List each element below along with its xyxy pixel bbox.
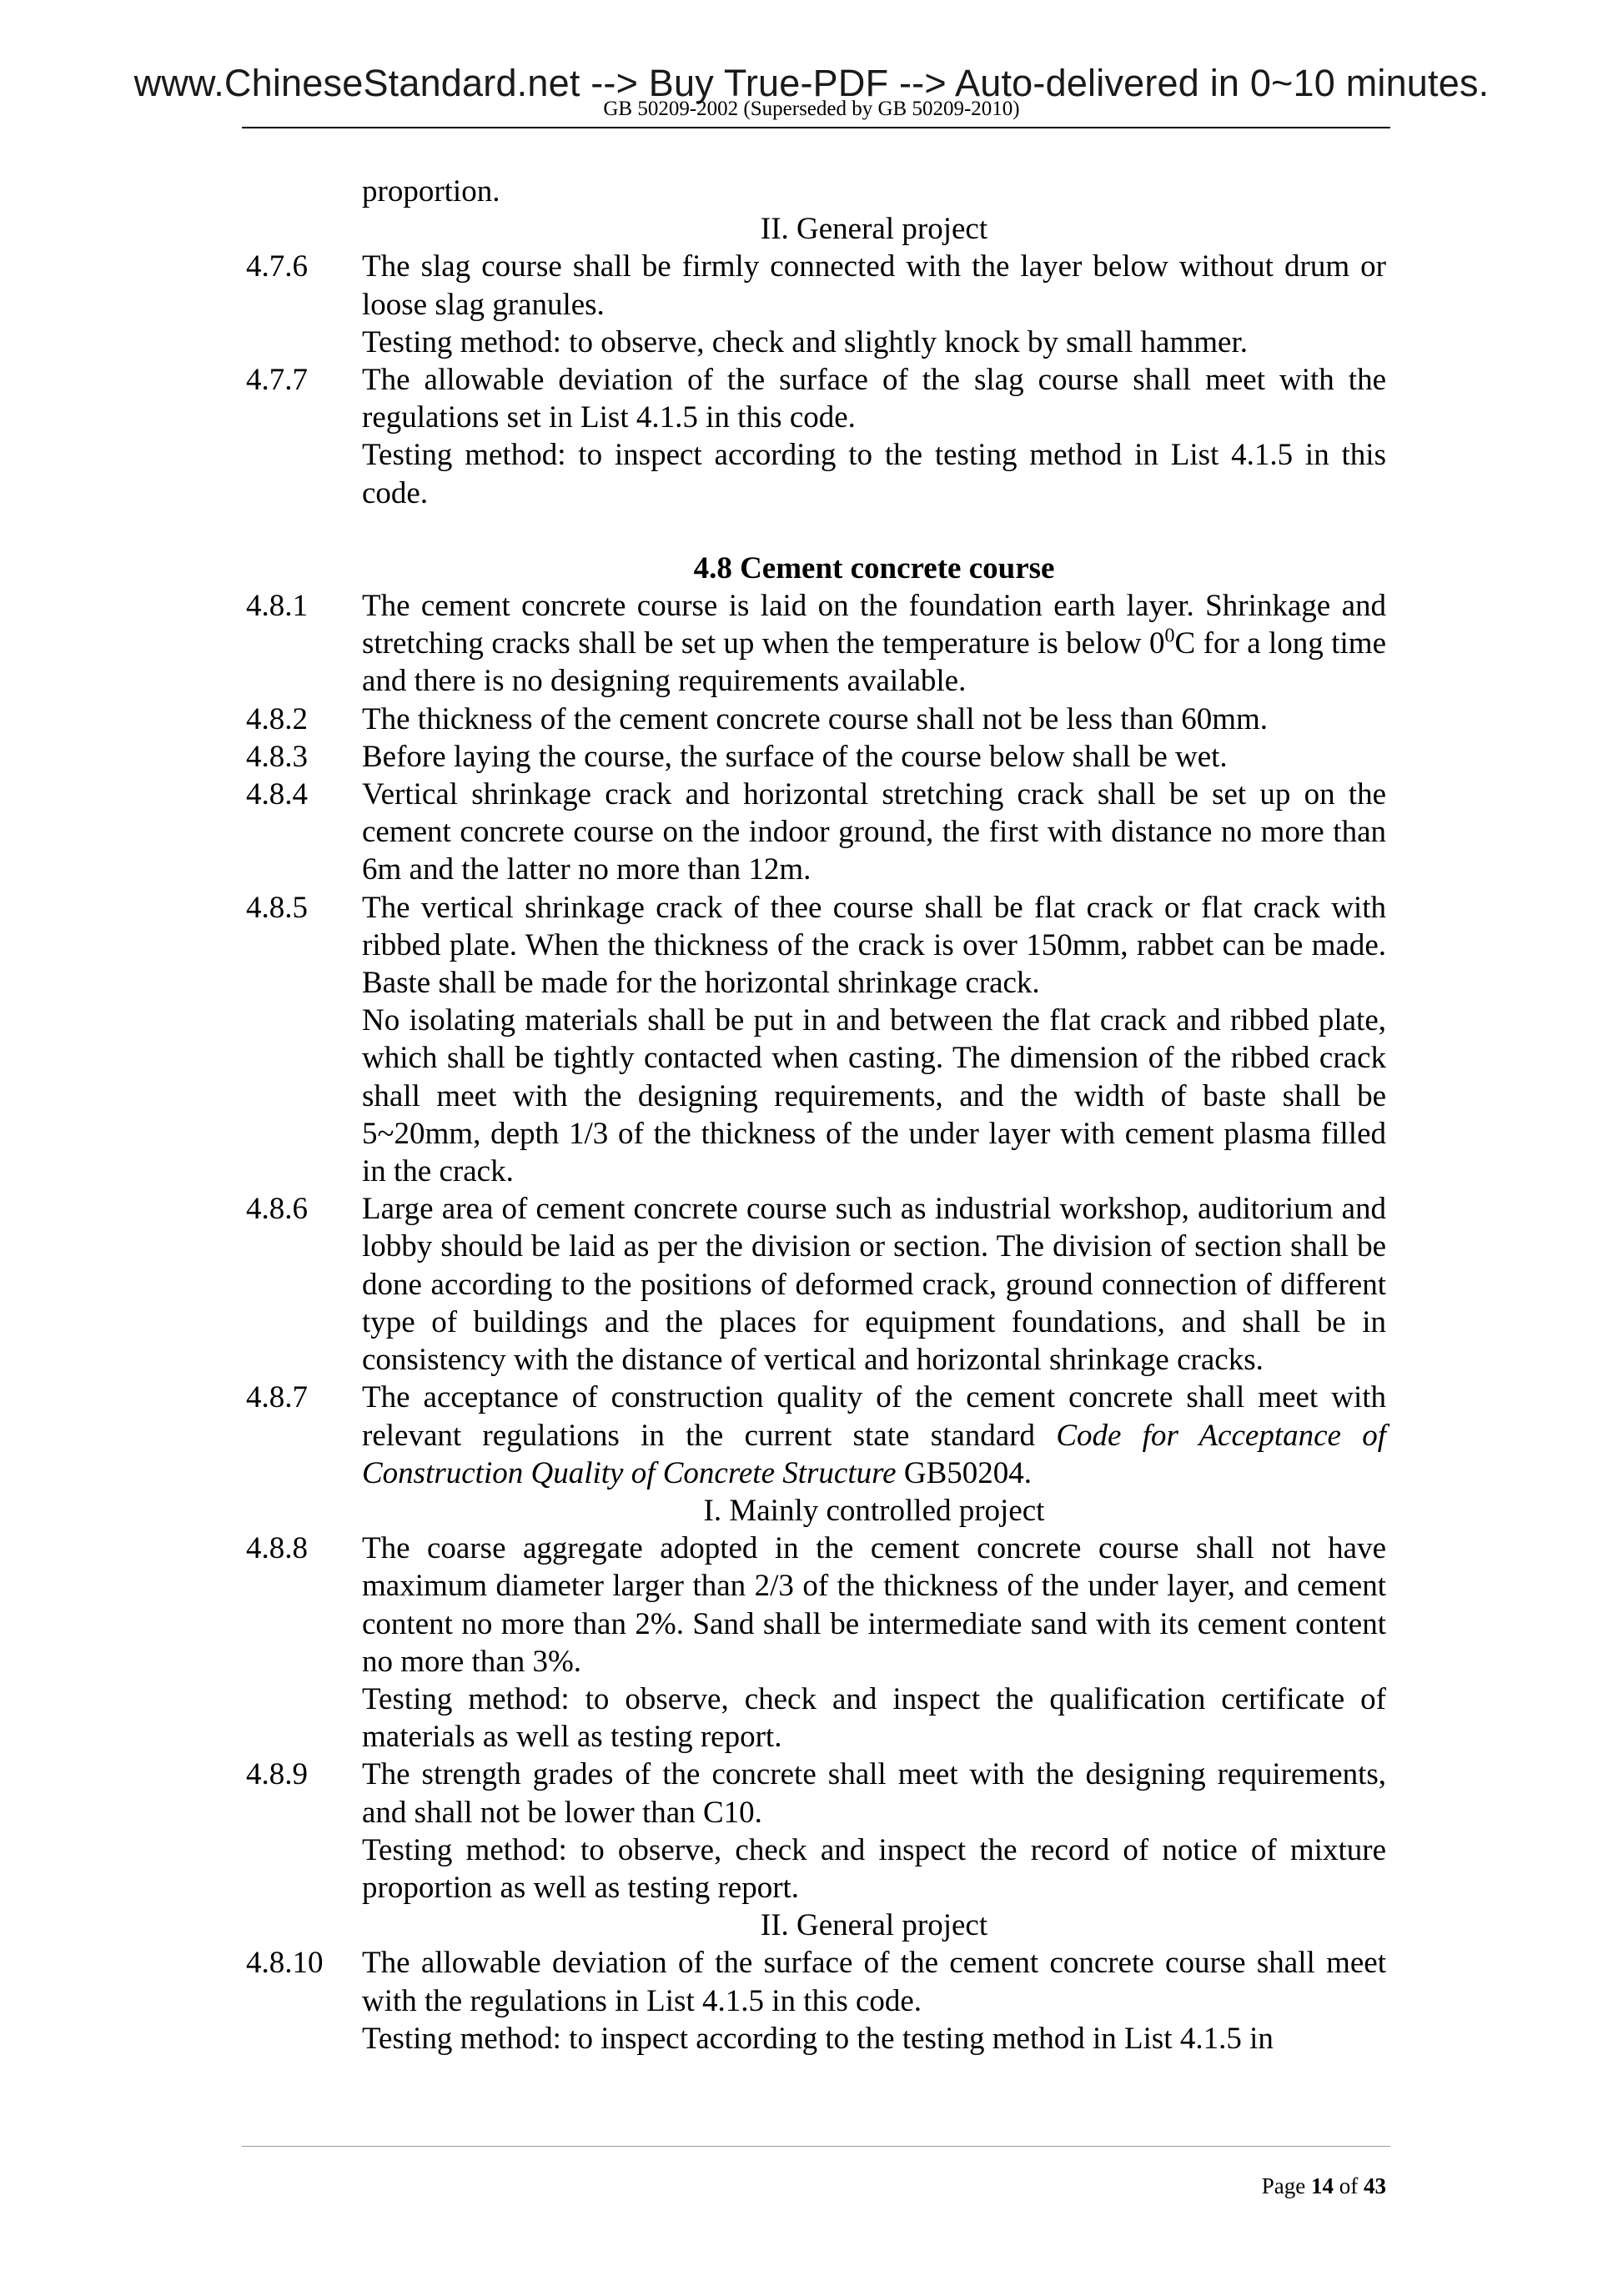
clause-4-8-6 (0, 1190, 1623, 1379)
clause-number: 4.7.6 (246, 249, 308, 284)
clause-number: 4.8.5 (246, 890, 308, 925)
testing-method: Testing method: to inspect according to the testing method in List 4.1.5 in this code. (362, 438, 1386, 510)
clause-number: 4.7.7 (246, 363, 308, 398)
testing-method: Testing method: to inspect according to the testing method in List 4.1.5 in (362, 2021, 1274, 2056)
header-rule (242, 127, 1390, 128)
clause-4-8-7 (0, 1379, 1623, 1492)
subheading-general-project: II. General project (760, 1908, 988, 1943)
testing-method: Testing method: to observe, check and inspect the record of notice of mixture proportion as well as testing report. (362, 1832, 1386, 1905)
page-body (0, 173, 1623, 2057)
testing-method: Testing method: to observe, check and inspect the qualification certificate of materials as well as testing report. (362, 1681, 1386, 1755)
page-total: 43 (1364, 2173, 1386, 2198)
clause-number: 4.8.6 (246, 1192, 308, 1227)
clause-text: The strength grades of the concrete shall meet with the designing requirements, and shall not be lower than C10. (362, 1757, 1386, 1830)
clause-4-8-9 (0, 1756, 1623, 1907)
clause-text (362, 587, 1386, 701)
clause-number: 4.8.8 (246, 1531, 308, 1566)
source-banner: www.ChineseStandard.net --> Buy True-PDF --> Auto-delivered in 0~10 minutes. (133, 62, 1490, 104)
page-footer (1168, 2173, 1386, 2199)
clause-number: 4.8.10 (246, 1946, 324, 1981)
clause-4-8-10 (0, 1944, 1623, 2057)
clause-text: Vertical shrinkage crack and horizontal stretching crack shall be set up on the cement concrete course on the indoor ground, the first with distance no more than 6m and the latter no more than 12m. (362, 777, 1386, 887)
clause-4-8-8 (0, 1530, 1623, 1756)
clause-text-part: The cement concrete course is laid on the foundation earth layer. Shrinkage and stretching cracks shall be set up when the temperature is below 0 (362, 589, 1386, 661)
page-label: Page (1261, 2173, 1311, 2198)
clause-4-8-2 (0, 701, 1623, 738)
subheading-mainly-controlled: I. Mainly controlled project (703, 1493, 1045, 1528)
page-number: 14 (1311, 2173, 1334, 2198)
clause-number: 4.8.4 (246, 777, 308, 812)
clause-text-part: The acceptance of construction quality of the cement concrete shall meet with relevant regulations in the current state standard (362, 1380, 1386, 1453)
clause-text: The slag course shall be firmly connected with the layer below without drum or loose slag granules. (362, 249, 1386, 322)
clause-number: 4.8.3 (246, 739, 308, 774)
clause-number: 4.8.7 (246, 1380, 308, 1415)
clause-text: The allowable deviation of the surface of the slag course shall meet with the regulations set in List 4.1.5 in this code. (362, 363, 1386, 435)
standard-header: GB 50209-2002 (Superseded by GB 50209-2010) (603, 98, 1020, 120)
superscript: 0 (1164, 625, 1175, 647)
clause-text (362, 1379, 1386, 1492)
footer-rule (242, 2146, 1390, 2147)
section-title: 4.8 Cement concrete course (693, 550, 1055, 585)
clause-4-8-1 (0, 587, 1623, 701)
clause-text: Large area of cement concrete course such as industrial workshop, auditorium and lobby should be laid as per the division or section. The division of section shall be done according to the positions of deformed crack, ground connection of different type of buildings and the places for equipment foundations, and shall be in consistency with the distance of vertical and horizontal shrinkage cracks. (362, 1192, 1386, 1378)
clause-4-8-4 (0, 776, 1623, 889)
spacer (0, 512, 1623, 550)
page-of-label: of (1334, 2173, 1364, 2198)
testing-method: Testing method: to observe, check and slightly knock by small hammer. (362, 324, 1248, 359)
clause-4-7-6 (0, 248, 1623, 361)
clause-number: 4.8.2 (246, 701, 308, 736)
clause-text-part: GB50204. (896, 1455, 1032, 1490)
clause-4-8-3 (0, 738, 1623, 776)
standard-title: Code for Acceptance of Construction Quality of Concrete Structure (362, 1418, 1386, 1490)
clause-4-7-7 (0, 361, 1623, 512)
clause-text: The allowable deviation of the surface of the cement concrete course shall meet with the regulations in List 4.1.5 in this code. (362, 1946, 1386, 2018)
clause-text: The vertical shrinkage crack of thee course shall be flat crack or flat crack with ribbed plate. When the thickness of the crack is over 150mm, rabbet can be made. Baste shall be made for the horizontal shrinkage crack. (362, 890, 1386, 1001)
clause-number: 4.8.9 (246, 1757, 308, 1792)
clause-number: 4.8.1 (246, 589, 308, 624)
clause-4-8-5 (0, 889, 1623, 1191)
continued-text: proportion. (362, 174, 500, 208)
clause-text: The thickness of the cement concrete course shall not be less than 60mm. (362, 701, 1269, 736)
clause-text: Before laying the course, the surface of the course below shall be wet. (362, 739, 1228, 774)
clause-text-part: C for a long time and there is no designing requirements available. (362, 626, 1386, 699)
clause-text: The coarse aggregate adopted in the cement concrete course shall not have maximum diameter larger than 2/3 of the thickness of the under layer, and cement content no more than 2%. Sand shall be intermediate sand with its cement content no more than 3%. (362, 1531, 1386, 1679)
clause-text-continued: No isolating materials shall be put in and between the flat crack and ribbed plate, which shall be tightly contacted when casting. The dimension of the ribbed crack shall meet with the designing requirements, and the width of baste shall be 5~20mm, depth 1/3 of the thickness of the under layer with cement plasma filled in the crack. (362, 1003, 1386, 1189)
subheading-general-project: II. General project (760, 212, 988, 247)
